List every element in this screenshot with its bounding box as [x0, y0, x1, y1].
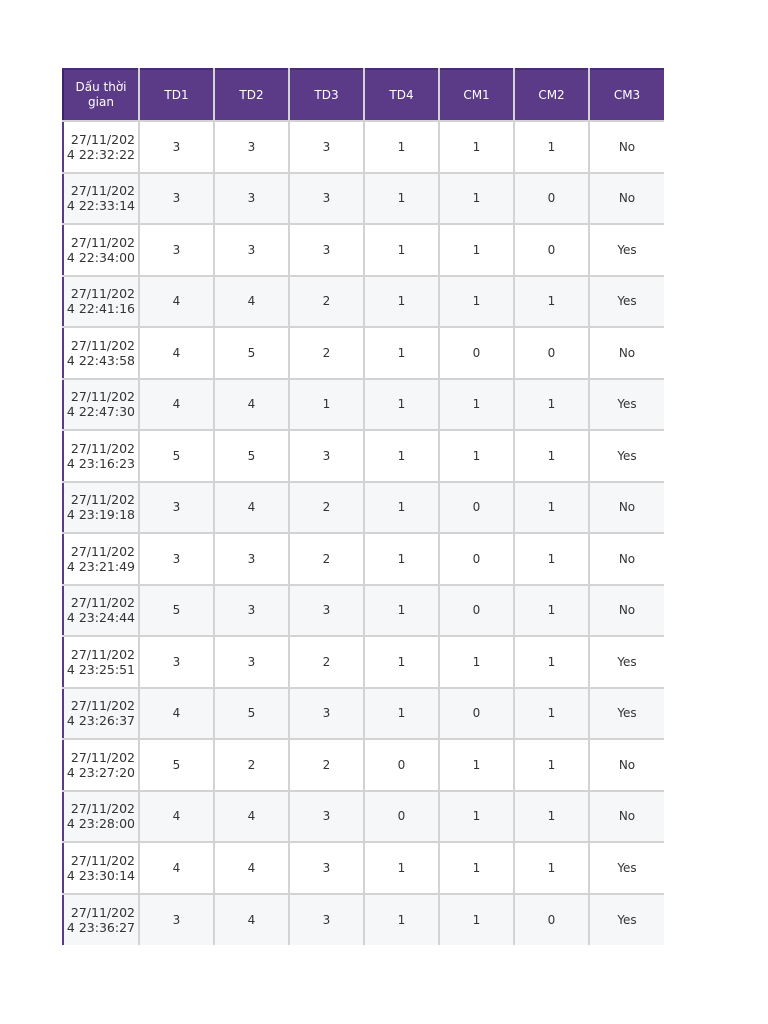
cm2-cell: 1: [514, 276, 589, 328]
td4-cell: 1: [364, 173, 439, 225]
td4-cell: 1: [364, 482, 439, 534]
cm2-cell: 1: [514, 636, 589, 688]
cm1-cell: 1: [439, 430, 514, 482]
table-row: [63, 533, 664, 585]
column-header-cm2: CM2: [514, 69, 589, 121]
timestamp-cell: 27/11/2024 23:26:37: [63, 688, 139, 740]
td2-cell: 3: [214, 224, 289, 276]
td2-cell: 2: [214, 739, 289, 791]
td2-cell: 4: [214, 482, 289, 534]
td2-cell: 4: [214, 842, 289, 894]
td3-cell: 2: [289, 327, 364, 379]
cm1-cell: 0: [439, 327, 514, 379]
cm2-cell: 1: [514, 739, 589, 791]
td1-cell: 4: [139, 688, 214, 740]
table-row: [63, 791, 664, 843]
table-row: [63, 894, 664, 946]
timestamp-cell: 27/11/2024 23:25:51: [63, 636, 139, 688]
td1-cell: 4: [139, 842, 214, 894]
td1-cell: 4: [139, 276, 214, 328]
td1-cell: 5: [139, 585, 214, 637]
timestamp-cell: 27/11/2024 23:16:23: [63, 430, 139, 482]
td4-cell: 1: [364, 636, 439, 688]
td4-cell: 1: [364, 276, 439, 328]
cm1-cell: 1: [439, 276, 514, 328]
timestamp-cell: 27/11/2024 22:32:22: [63, 121, 139, 173]
table-row: [63, 636, 664, 688]
td3-cell: 3: [289, 585, 364, 637]
cm3-cell: Yes: [589, 379, 664, 431]
cm3-cell: No: [589, 482, 664, 534]
td4-cell: 0: [364, 791, 439, 843]
table-row: [63, 739, 664, 791]
td4-cell: 1: [364, 688, 439, 740]
column-header-timestamp: Dấu thời gian: [63, 69, 139, 121]
table-row: [63, 842, 664, 894]
column-header-td2: TD2: [214, 69, 289, 121]
td2-cell: 3: [214, 533, 289, 585]
td2-cell: 3: [214, 585, 289, 637]
td3-cell: 2: [289, 482, 364, 534]
cm3-cell: No: [589, 327, 664, 379]
cm2-cell: 1: [514, 791, 589, 843]
td2-cell: 3: [214, 173, 289, 225]
table-row: [63, 121, 664, 173]
column-header-cm1: CM1: [439, 69, 514, 121]
cm2-cell: 0: [514, 224, 589, 276]
td3-cell: 3: [289, 894, 364, 946]
td1-cell: 3: [139, 121, 214, 173]
td4-cell: 1: [364, 533, 439, 585]
cm3-cell: Yes: [589, 224, 664, 276]
cm1-cell: 0: [439, 533, 514, 585]
header-row: [63, 69, 664, 121]
table-body: [63, 121, 664, 945]
td3-cell: 3: [289, 173, 364, 225]
td4-cell: 1: [364, 121, 439, 173]
table-row: [63, 379, 664, 431]
td1-cell: 3: [139, 173, 214, 225]
td1-cell: 3: [139, 482, 214, 534]
cm1-cell: 1: [439, 739, 514, 791]
cm3-cell: No: [589, 791, 664, 843]
table-row: [63, 585, 664, 637]
td1-cell: 5: [139, 739, 214, 791]
cm2-cell: 1: [514, 585, 589, 637]
td3-cell: 3: [289, 688, 364, 740]
td4-cell: 1: [364, 894, 439, 946]
cm1-cell: 0: [439, 585, 514, 637]
td1-cell: 3: [139, 636, 214, 688]
table-header: [63, 69, 664, 121]
cm3-cell: Yes: [589, 842, 664, 894]
td2-cell: 3: [214, 121, 289, 173]
timestamp-cell: 27/11/2024 22:41:16: [63, 276, 139, 328]
table-row: [63, 173, 664, 225]
cm1-cell: 1: [439, 842, 514, 894]
cm2-cell: 0: [514, 894, 589, 946]
cm1-cell: 1: [439, 379, 514, 431]
cm2-cell: 1: [514, 533, 589, 585]
cm3-cell: Yes: [589, 688, 664, 740]
cm1-cell: 1: [439, 791, 514, 843]
td1-cell: 3: [139, 224, 214, 276]
td1-cell: 3: [139, 894, 214, 946]
td3-cell: 2: [289, 739, 364, 791]
table-row: [63, 276, 664, 328]
timestamp-cell: 27/11/2024 23:28:00: [63, 791, 139, 843]
timestamp-cell: 27/11/2024 23:24:44: [63, 585, 139, 637]
table-row: [63, 688, 664, 740]
cm2-cell: 0: [514, 327, 589, 379]
cm2-cell: 1: [514, 379, 589, 431]
td3-cell: 3: [289, 842, 364, 894]
td4-cell: 1: [364, 585, 439, 637]
column-header-cm3: CM3: [589, 69, 664, 121]
td1-cell: 4: [139, 327, 214, 379]
cm3-cell: No: [589, 739, 664, 791]
cm1-cell: 1: [439, 121, 514, 173]
td4-cell: 1: [364, 224, 439, 276]
td2-cell: 5: [214, 430, 289, 482]
td1-cell: 4: [139, 791, 214, 843]
cm2-cell: 0: [514, 173, 589, 225]
td2-cell: 4: [214, 276, 289, 328]
cm3-cell: Yes: [589, 430, 664, 482]
cm2-cell: 1: [514, 688, 589, 740]
cm3-cell: Yes: [589, 636, 664, 688]
cm2-cell: 1: [514, 482, 589, 534]
cm2-cell: 1: [514, 430, 589, 482]
td2-cell: 4: [214, 894, 289, 946]
cm3-cell: No: [589, 121, 664, 173]
cm2-cell: 1: [514, 121, 589, 173]
cm3-cell: No: [589, 585, 664, 637]
table-row: [63, 430, 664, 482]
table-row: [63, 482, 664, 534]
td3-cell: 3: [289, 791, 364, 843]
cm1-cell: 0: [439, 688, 514, 740]
td2-cell: 3: [214, 636, 289, 688]
cm1-cell: 1: [439, 636, 514, 688]
td3-cell: 3: [289, 121, 364, 173]
cm3-cell: Yes: [589, 276, 664, 328]
td1-cell: 4: [139, 379, 214, 431]
survey-responses-table: [62, 68, 664, 945]
timestamp-cell: 27/11/2024 22:43:58: [63, 327, 139, 379]
timestamp-cell: 27/11/2024 22:47:30: [63, 379, 139, 431]
td2-cell: 4: [214, 791, 289, 843]
data-table-container: [62, 68, 663, 945]
td3-cell: 3: [289, 430, 364, 482]
cm3-cell: No: [589, 533, 664, 585]
td4-cell: 1: [364, 327, 439, 379]
td1-cell: 3: [139, 533, 214, 585]
cm1-cell: 1: [439, 894, 514, 946]
td4-cell: 1: [364, 842, 439, 894]
timestamp-cell: 27/11/2024 23:27:20: [63, 739, 139, 791]
column-header-td4: TD4: [364, 69, 439, 121]
timestamp-cell: 27/11/2024 22:33:14: [63, 173, 139, 225]
cm1-cell: 0: [439, 482, 514, 534]
td1-cell: 5: [139, 430, 214, 482]
td3-cell: 2: [289, 276, 364, 328]
column-header-td3: TD3: [289, 69, 364, 121]
cm2-cell: 1: [514, 842, 589, 894]
td4-cell: 1: [364, 379, 439, 431]
table-row: [63, 224, 664, 276]
timestamp-cell: 27/11/2024 23:21:49: [63, 533, 139, 585]
td4-cell: 1: [364, 430, 439, 482]
cm1-cell: 1: [439, 173, 514, 225]
td2-cell: 5: [214, 327, 289, 379]
cm3-cell: No: [589, 173, 664, 225]
td2-cell: 5: [214, 688, 289, 740]
cm1-cell: 1: [439, 224, 514, 276]
td3-cell: 3: [289, 224, 364, 276]
td3-cell: 2: [289, 533, 364, 585]
column-header-td1: TD1: [139, 69, 214, 121]
cm3-cell: Yes: [589, 894, 664, 946]
td2-cell: 4: [214, 379, 289, 431]
timestamp-cell: 27/11/2024 23:30:14: [63, 842, 139, 894]
td4-cell: 0: [364, 739, 439, 791]
td3-cell: 2: [289, 636, 364, 688]
timestamp-cell: 27/11/2024 23:36:27: [63, 894, 139, 946]
td3-cell: 1: [289, 379, 364, 431]
timestamp-cell: 27/11/2024 23:19:18: [63, 482, 139, 534]
table-row: [63, 327, 664, 379]
timestamp-cell: 27/11/2024 22:34:00: [63, 224, 139, 276]
